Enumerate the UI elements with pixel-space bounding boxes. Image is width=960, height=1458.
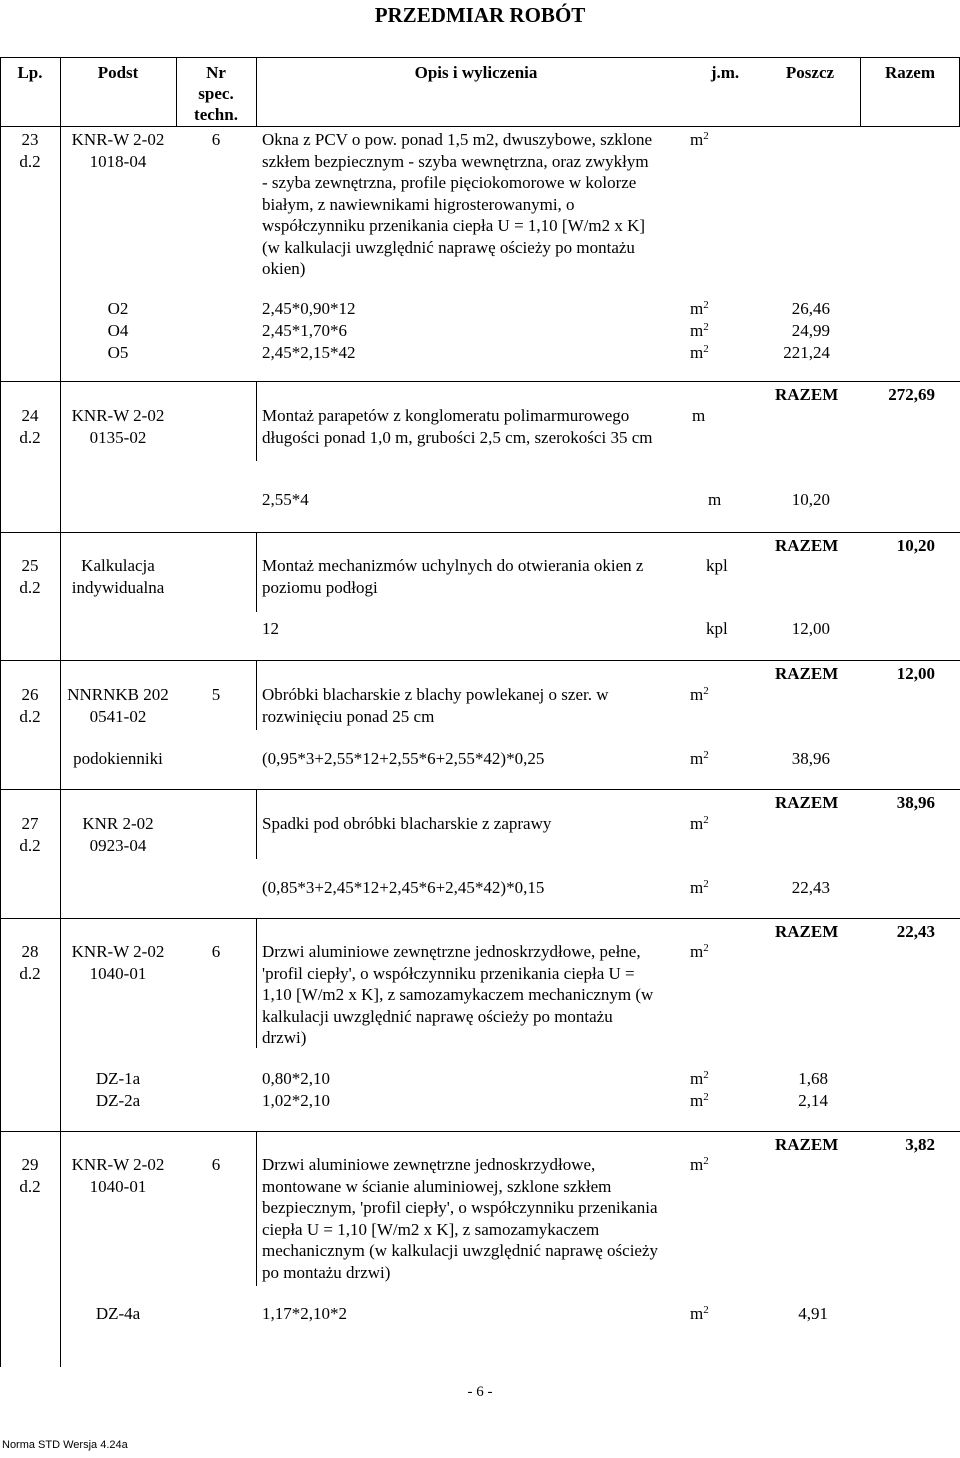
item-podst-code: 1040-01: [89, 964, 147, 983]
item-lp-section: d.2: [19, 428, 41, 447]
item-lp-section: d.2: [19, 707, 41, 726]
item-nr: 5: [211, 685, 221, 704]
calc-label: O4: [107, 321, 129, 340]
calc-label: O2: [107, 299, 129, 318]
header-poszcz: Poszcz: [785, 63, 835, 82]
item-podst-code: 0541-02: [89, 707, 147, 726]
column-rule: [256, 789, 257, 859]
calc-value: 38,96: [791, 749, 830, 768]
header-lp: Lp.: [17, 63, 43, 82]
item-podst: Kalkulacja: [81, 556, 155, 575]
calc-label: DZ-4a: [95, 1304, 141, 1323]
item-podst: KNR-W 2-02: [71, 942, 165, 961]
razem-label: RAZEM: [775, 385, 839, 404]
column-rule: [256, 57, 257, 127]
calc-value: 12,00: [791, 619, 830, 638]
item-lp: 24: [21, 406, 39, 425]
calc-formula: (0,85*3+2,45*12+2,45*6+2,45*42)*0,15: [262, 878, 545, 897]
item-nr: 6: [211, 130, 221, 149]
calc-value: 22,43: [791, 878, 830, 897]
item-podst-code: 1040-01: [89, 1177, 147, 1196]
calc-formula: 2,45*0,90*12: [262, 299, 356, 318]
header-nr: Nr: [206, 63, 226, 82]
razem-value: 22,43: [896, 922, 935, 941]
column-rule: [256, 381, 257, 461]
item-unit: $m^2$: [690, 942, 709, 961]
calc-value: 1,68: [798, 1069, 828, 1088]
calc-unit: $m^2$: [690, 749, 709, 768]
calc-unit: $m^2$: [690, 1091, 709, 1110]
razem-value: 3,82: [905, 1135, 935, 1154]
item-lp: 26: [21, 685, 39, 704]
calc-unit: kpl: [706, 619, 728, 638]
item-podst: NNRNKB 202: [67, 685, 169, 704]
calc-unit: $m^2$: [690, 878, 709, 897]
column-rule: [256, 1131, 257, 1286]
razem-label: RAZEM: [775, 1135, 839, 1154]
item-unit: m: [692, 406, 706, 425]
razem-label: RAZEM: [775, 922, 839, 941]
column-rule: [860, 57, 861, 127]
calc-unit: $m^2$: [690, 321, 709, 340]
item-lp-section: d.2: [19, 1177, 41, 1196]
header-razem: Razem: [884, 63, 936, 82]
header-podst: Podst: [97, 63, 139, 82]
razem-value: 272,69: [888, 385, 935, 404]
item-description: Okna z PCV o pow. ponad 1,5 m2, dwuszybowe, szklone szkłem bezpiecznym - szyba wewnętrzna, oraz zwykłym - szyba zewnętrzna, profile pięciokomorowe w kolorze białym, z nawiewnikami higrosterowanymi, o współczynniku przenikania ciepła U = 1,10 [W/m2 x K] (w kalkulacji uwzględnić naprawę ościeży po montażu okien): [262, 130, 653, 278]
column-rule: [256, 532, 257, 612]
item-lp-section: d.2: [19, 964, 41, 983]
item-description: Drzwi aluminiowe zewnętrzne jednoskrzydłowe, montowane w ścianie aluminiowej, szklone szkłem bezpiecznym, 'profil ciepły', o współczynniku przenikania ciepła U = 1,10 [W/m2 x K], z samozamykaczem mechanicznym (w kalkulacji uwzględnić naprawę ościeży po montażu drzwi): [262, 1155, 659, 1282]
calc-formula: 2,55*4: [262, 490, 309, 509]
item-unit: kpl: [706, 556, 728, 575]
item-podst-code: 0135-02: [89, 428, 147, 447]
item-nr: 6: [211, 1155, 221, 1174]
razem-label: RAZEM: [775, 536, 839, 555]
row-separator: [0, 381, 960, 382]
calc-unit: $m^2$: [690, 343, 709, 362]
item-unit: $m^2$: [690, 685, 709, 704]
razem-value: 38,96: [896, 793, 935, 812]
item-podst-code: 1018-04: [89, 152, 147, 171]
calc-formula: 12: [262, 619, 279, 638]
item-lp-section: d.2: [19, 152, 41, 171]
razem-label: RAZEM: [775, 664, 839, 683]
calc-formula: 0,80*2,10: [262, 1069, 330, 1088]
calc-formula: 2,45*1,70*6: [262, 321, 347, 340]
item-description: Obróbki blacharskie z blachy powlekanej o szer. w rozwinięciu ponad 25 cm: [262, 685, 609, 726]
column-rule: [256, 918, 257, 1048]
document-title: PRZEDMIAR ROBÓT: [374, 3, 586, 27]
item-description: Drzwi aluminiowe zewnętrzne jednoskrzydłowe, pełne, 'profil ciepły', o współczynniku przenikania ciepła U = 1,10 [W/m2 x K], z samozamykaczem mechanicznym (w kalkulacji uwzględnić naprawę ościeży po montażu drzwi): [262, 942, 654, 1047]
item-lp-section: d.2: [19, 578, 41, 597]
page-number: - 6 -: [467, 1384, 493, 1400]
item-nr: 6: [211, 942, 221, 961]
calc-value: 10,20: [791, 490, 830, 509]
item-podst-code: indywidualna: [71, 578, 165, 597]
calc-unit: $m^2$: [690, 1304, 709, 1323]
calc-label: O5: [107, 343, 129, 362]
header-bottom-rule: [0, 126, 960, 127]
calc-value: 26,46: [791, 299, 830, 318]
item-podst: KNR-W 2-02: [71, 1155, 165, 1174]
header-top-rule: [0, 57, 960, 58]
item-lp: 28: [21, 942, 39, 961]
calc-label: DZ-1a: [95, 1069, 141, 1088]
item-podst: KNR 2-02: [82, 814, 154, 833]
item-lp-section: d.2: [19, 836, 41, 855]
calc-label: DZ-2a: [95, 1091, 141, 1110]
row-separator: [0, 789, 960, 790]
item-description: Spadki pod obróbki blacharskie z zaprawy: [262, 814, 552, 833]
calc-value: 221,24: [783, 343, 830, 362]
row-separator: [0, 918, 960, 919]
item-lp: 27: [21, 814, 39, 833]
row-separator: [0, 1131, 960, 1132]
calc-formula: 1,17*2,10*2: [262, 1304, 347, 1323]
software-footer: Norma STD Wersja 4.24a: [2, 1439, 128, 1451]
column-rule: [256, 660, 257, 730]
calc-formula: 1,02*2,10: [262, 1091, 330, 1110]
header-jm: j.m.: [710, 63, 740, 82]
item-unit: $m^2$: [690, 130, 709, 149]
row-separator: [0, 660, 960, 661]
calc-value: 24,99: [791, 321, 830, 340]
calc-label: podokienniki: [73, 749, 163, 768]
calc-formula: 2,45*2,15*42: [262, 343, 356, 362]
calc-unit: $m^2$: [690, 299, 709, 318]
calc-value: 2,14: [798, 1091, 828, 1110]
item-lp: 29: [21, 1155, 39, 1174]
item-podst: KNR-W 2-02: [71, 130, 165, 149]
header-opis: Opis i wyliczenia: [414, 63, 538, 82]
calc-value: 4,91: [798, 1304, 828, 1323]
item-podst-code: 0923-04: [89, 836, 147, 855]
header-techn: techn.: [194, 105, 238, 124]
item-lp: 23: [21, 130, 39, 149]
item-unit: $m^2$: [690, 814, 709, 833]
row-separator: [0, 532, 960, 533]
item-lp: 25: [21, 556, 39, 575]
item-description: Montaż mechanizmów uchylnych do otwierania okien z poziomu podłogi: [262, 556, 644, 597]
column-rule: [176, 57, 177, 127]
item-podst: KNR-W 2-02: [71, 406, 165, 425]
calc-formula: (0,95*3+2,55*12+2,55*6+2,55*42)*0,25: [262, 749, 545, 768]
calc-unit: $m^2$: [690, 1069, 709, 1088]
calc-unit: m: [708, 490, 722, 509]
header-spec: spec.: [198, 84, 234, 103]
razem-label: RAZEM: [775, 793, 839, 812]
razem-value: 10,20: [896, 536, 935, 555]
item-description: Montaż parapetów z konglomeratu polimarmurowego długości ponad 1,0 m, grubości 2,5 cm, szerokości 35 cm: [262, 406, 653, 447]
razem-value: 12,00: [896, 664, 935, 683]
item-unit: $m^2$: [690, 1155, 709, 1174]
